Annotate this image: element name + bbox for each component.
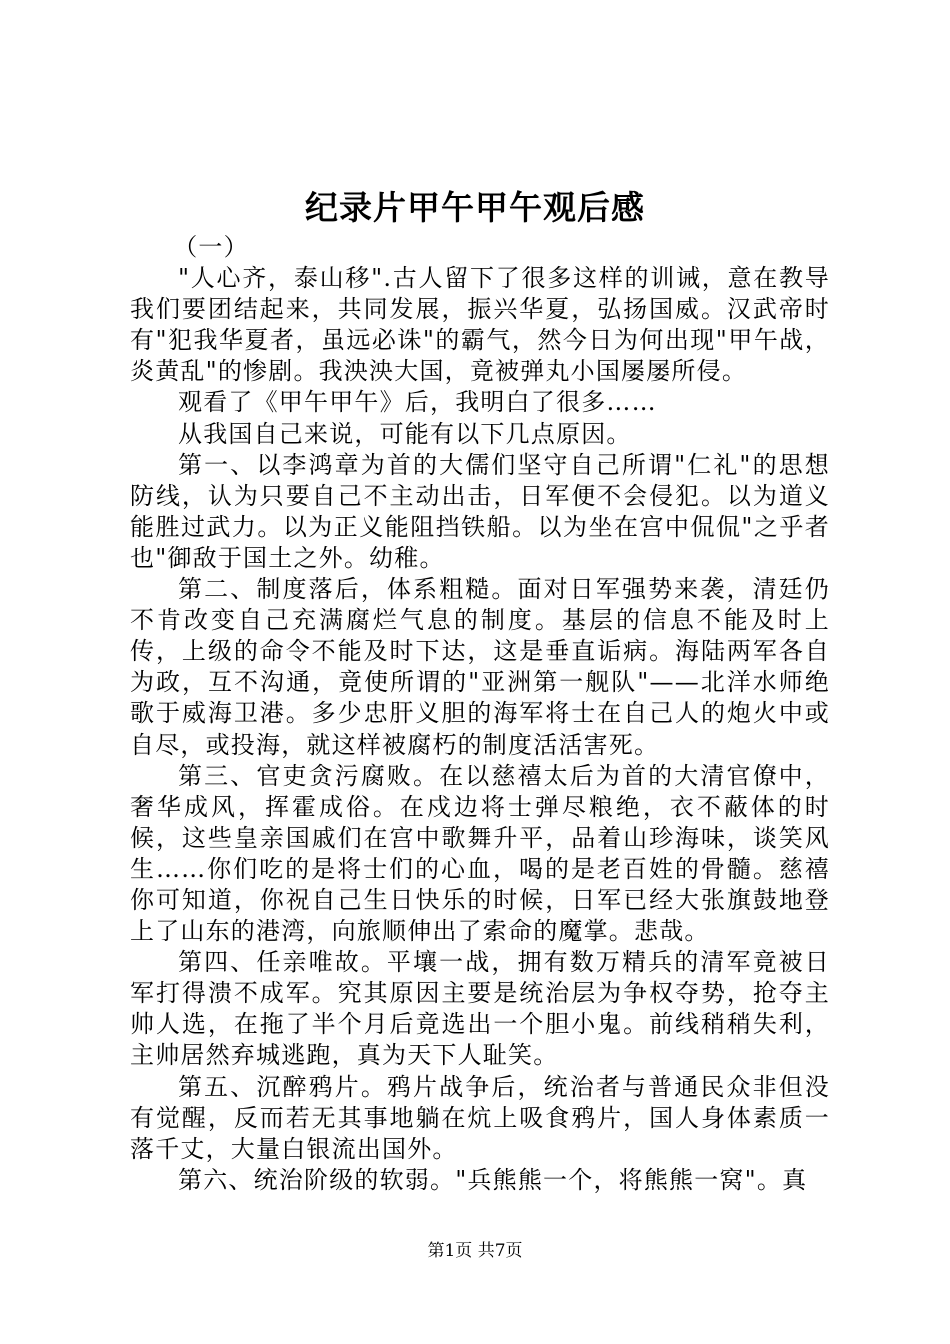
page-footer: 第1页 共7页: [427, 1241, 523, 1261]
paragraph-reason-4: 第四、任亲唯故。平壤一战，拥有数万精兵的清军竟被日军打得溃不成军。究其原因主要是统治层为争权夺势，抢夺主帅人选，在拖了半个月后竟选出一个胆小鬼。前线稍稍失利，主帅居然弃城逃跑，真为天下人耻笑。: [130, 948, 830, 1070]
paragraph-reason-5: 第五、沉醉鸦片。鸦片战争后，统治者与普通民众非但没有觉醒，反而若无其事地躺在炕上吸食鸦片，国人身体素质一落千丈，大量白银流出国外。: [130, 1072, 830, 1163]
paragraph-reason-3: 第三、官吏贪污腐败。在以慈禧太后为首的大清官僚中，奢华成风，挥霍成俗。在戍边将士弹尽粮绝，衣不蔽体的时候，这些皇亲国戚们在宫中歌舞升平，品着山珍海味，谈笑风生……你们吃的是将士们的心血，喝的是老百姓的骨髓。慈禧你可知道，你祝自己生日快乐的时候，日军已经大张旗鼓地登上了山东的港湾，向旅顺伸出了索命的魔掌。悲哉。: [130, 761, 830, 946]
paragraph-reason-1: 第一、以李鸿章为首的大儒们坚守自己所谓"仁礼"的思想防线，认为只要自己不主动出击，日军便不会侵犯。以为道义能胜过武力。以为正义能阻挡铁船。以为坐在宫中侃侃"之乎者也"御敌于国土之外。幼稚。: [130, 450, 830, 572]
paragraph-intro: "人心齐，泰山移".古人留下了很多这样的训诫，意在教导我们要团结起来，共同发展，振兴华夏，弘扬国威。汉武帝时有"犯我华夏者，虽远必诛"的霸气，然今日为何出现"甲午战，炎黄乱"的惨剧。我泱泱大国，竟被弹丸小国屡屡所侵。: [130, 264, 830, 386]
paragraph-after-watching: 观看了《甲午甲午》后，我明白了很多……: [178, 388, 657, 417]
section-marker: （一）: [173, 233, 249, 261]
document-body: [130, 232, 830, 1196]
paragraph-reason-2: 第二、制度落后，体系粗糙。面对日军强势来袭，清廷仍不肯改变自己充满腐烂气息的制度。基层的信息不能及时上传，上级的命令不能及时下达，这是垂直诟病。海陆两军各自为政，互不沟通，竟使所谓的"亚洲第一舰队"——北洋水师绝歌于威海卫港。多少忠肝义胆的海军将士在自己人的炮火中或自尽，或投海，就这样被腐朽的制度活活害死。: [130, 575, 830, 759]
page-title: 纪录片甲午甲午观后感: [305, 188, 645, 227]
paragraph-reason-6: 第六、统治阶级的软弱。"兵熊熊一个，将熊熊一窝"。真: [178, 1165, 808, 1194]
paragraph-reasons-lead: 从我国自己来说，可能有以下几点原因。: [178, 419, 632, 448]
